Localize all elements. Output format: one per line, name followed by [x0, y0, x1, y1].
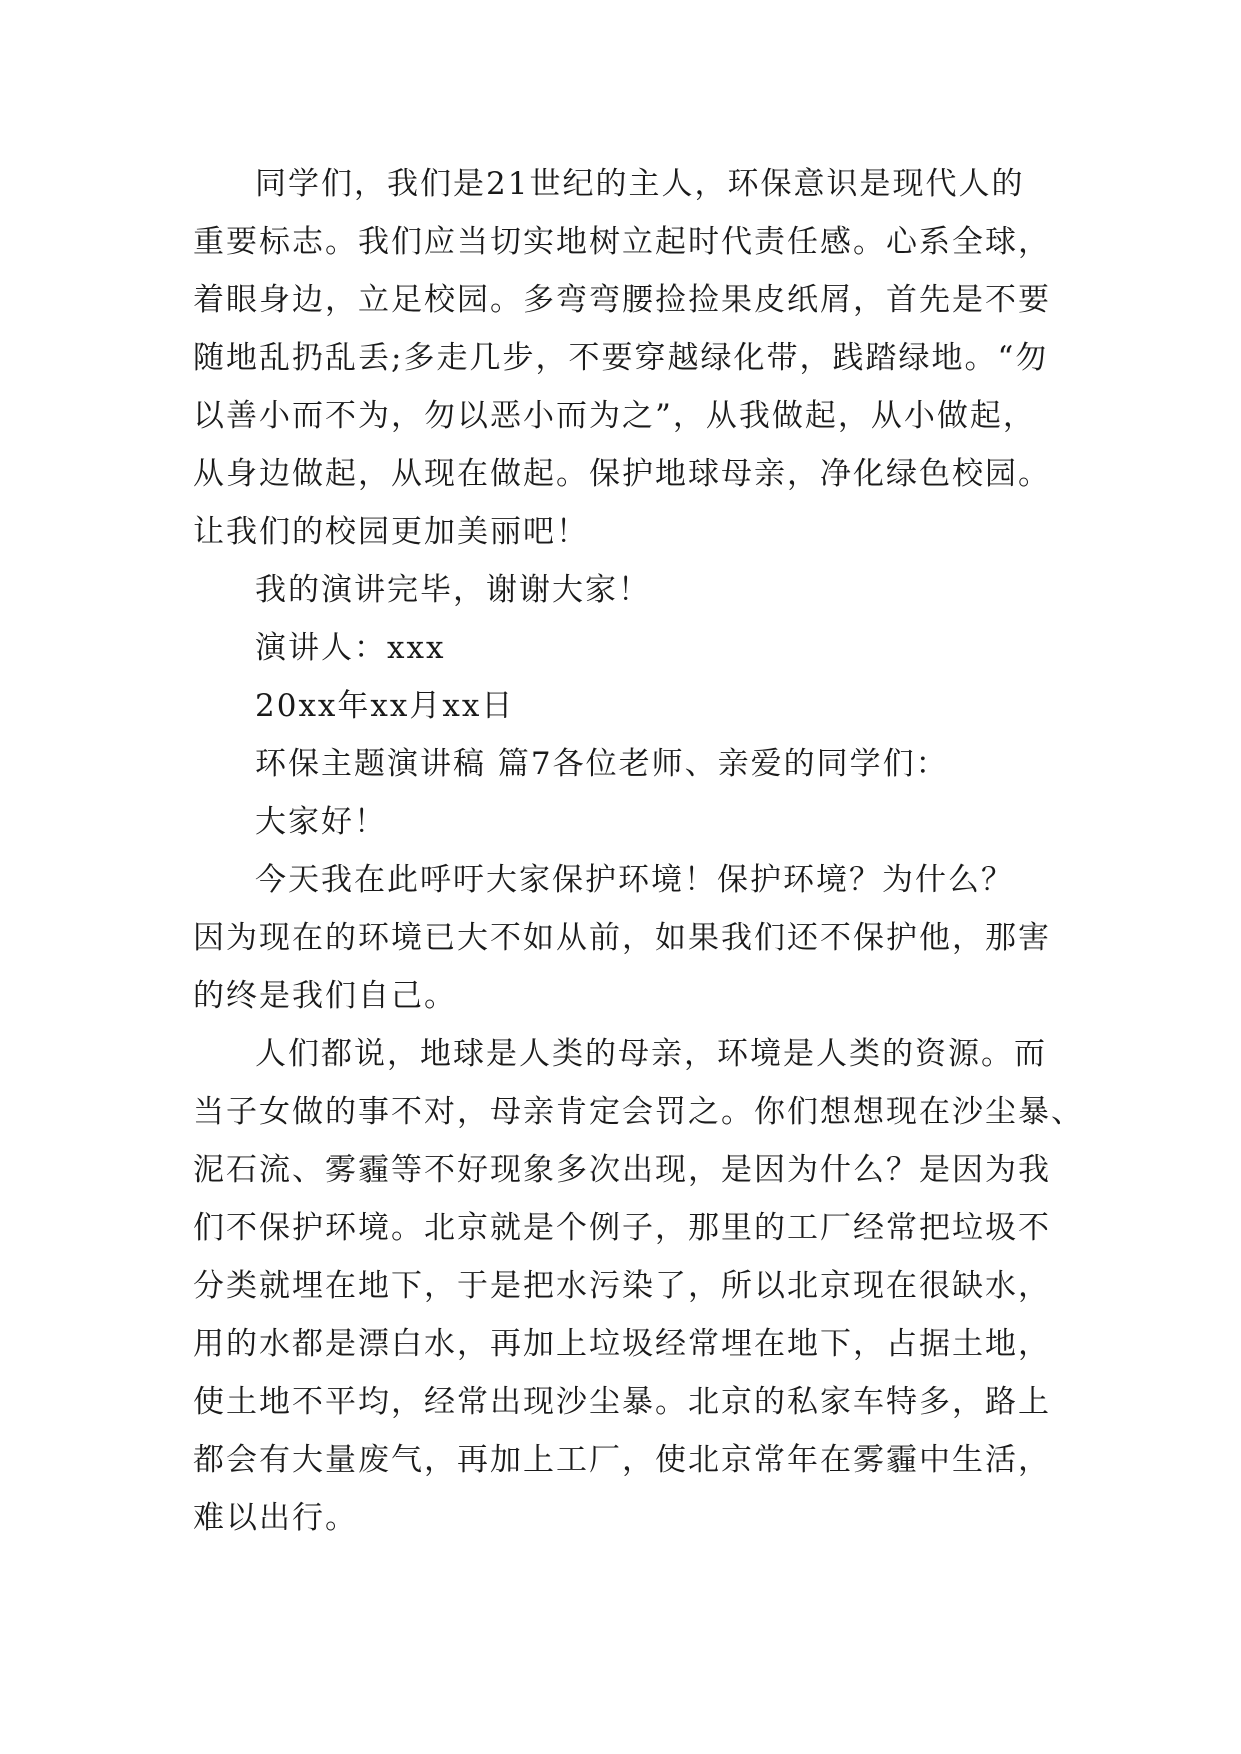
greeting	[193, 793, 1073, 851]
paragraph-line: 泥石流、雾霾等不好现象多次出现，是因为什么？是因为我	[193, 1152, 1051, 1188]
paragraph-line: 都会有大量废气，再加上工厂，使北京常年在雾霾中生活，	[193, 1442, 1051, 1478]
paragraph-line: 着眼身边，立足校园。多弯弯腰捡捡果皮纸屑，首先是不要	[193, 282, 1051, 318]
paragraph-line: 大家好！	[255, 804, 387, 840]
paragraph-line: 环保主题演讲稿 篇7各位老师、亲爱的同学们：	[255, 746, 949, 782]
paragraph-line: 让我们的校园更加美丽吧！	[193, 514, 589, 550]
section-heading	[193, 735, 1073, 793]
paragraph-line: 人们都说，地球是人类的母亲，环境是人类的资源。而	[255, 1036, 1047, 1072]
paragraph-line: 今天我在此呼吁大家保护环境！保护环境？为什么？	[255, 862, 1014, 898]
paragraph-line: 同学们，我们是21世纪的主人，环保意识是现代人的	[255, 166, 1025, 202]
paragraph-line: 难以出行。	[193, 1500, 358, 1536]
paragraph-line: 随地乱扔乱丢;多走几步，不要穿越绿化带，践踏绿地。“勿	[193, 340, 1049, 376]
speaker-line	[193, 619, 1073, 677]
paragraph-line: 20xx年xx月xx日	[255, 688, 515, 724]
paragraph-line: 以善小而不为，勿以恶小而为之”，从我做起，从小做起，	[193, 398, 1036, 434]
document-body	[193, 155, 1084, 1547]
paragraph-line: 因为现在的环境已大不如从前，如果我们还不保护他，那害	[193, 920, 1051, 956]
date-line	[193, 677, 1073, 735]
paragraph-line: 用的水都是漂白水，再加上垃圾经常埋在地下，占据土地，	[193, 1326, 1051, 1362]
paragraph-line: 们不保护环境。北京就是个例子，那里的工厂经常把垃圾不	[193, 1210, 1051, 1246]
paragraph-line: 当子女做的事不对，母亲肯定会罚之。你们想想现在沙尘暴、	[193, 1094, 1084, 1130]
paragraph-3	[193, 1025, 1084, 1547]
paragraph-line: 重要标志。我们应当切实地树立起时代责任感。心系全球，	[193, 224, 1051, 260]
paragraph-2	[193, 851, 1073, 1025]
paragraph-line: 演讲人：xxx	[255, 630, 446, 666]
closing-remark	[193, 561, 1073, 619]
paragraph-line: 使土地不平均，经常出现沙尘暴。北京的私家车特多，路上	[193, 1384, 1051, 1420]
paragraph-line: 我的演讲完毕，谢谢大家！	[255, 572, 651, 608]
paragraph-line: 的终是我们自己。	[193, 978, 457, 1014]
paragraph-1	[193, 155, 1073, 561]
paragraph-line: 分类就埋在地下，于是把水污染了，所以北京现在很缺水，	[193, 1268, 1051, 1304]
paragraph-line: 从身边做起，从现在做起。保护地球母亲，净化绿色校园。	[193, 456, 1051, 492]
